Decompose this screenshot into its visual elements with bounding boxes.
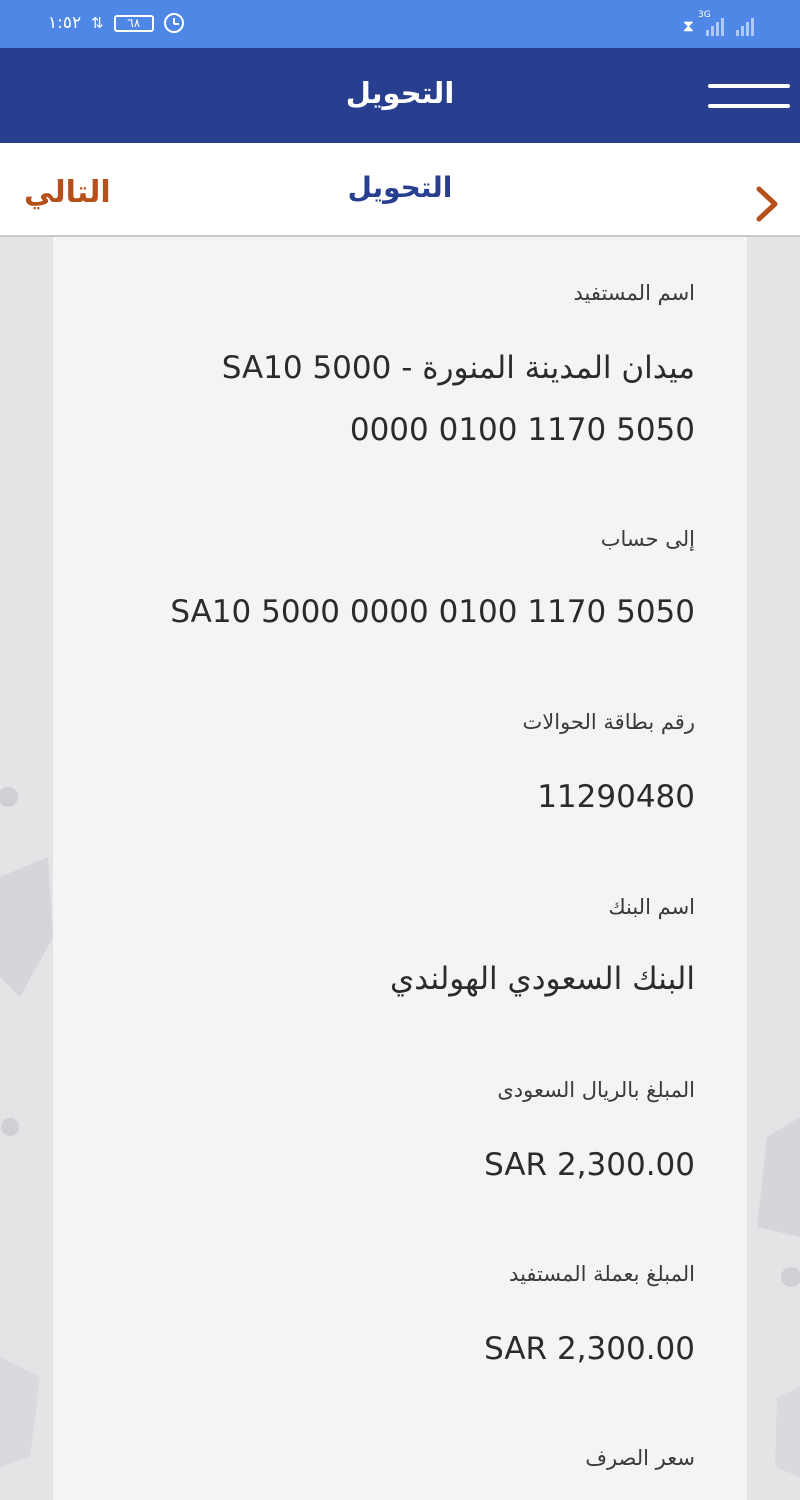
amount-sar-label: المبلغ بالريال السعودى xyxy=(497,1078,695,1102)
app-bar xyxy=(0,48,800,143)
hourglass-icon: ⧗ xyxy=(682,16,694,35)
sub-header-title: التحويل xyxy=(347,171,453,204)
exchange-rate-label: سعر الصرف xyxy=(585,1446,695,1470)
battery-icon xyxy=(114,15,154,32)
status-time: ١:٥٢ xyxy=(48,13,82,33)
next-button[interactable]: التالي xyxy=(24,175,111,210)
beneficiary-name-value: ميدان المدينة المنورة - SA10 5000 0000 0100 1170 5050 xyxy=(221,350,695,448)
battery-level: ٦٨ xyxy=(127,16,141,30)
transfer-card-label: رقم بطاقة الحوالات xyxy=(522,710,695,734)
transfer-card-value: 11290480 xyxy=(537,779,695,815)
sub-header xyxy=(0,143,800,237)
background-pattern-left xyxy=(0,237,53,1500)
chevron-right-icon[interactable] xyxy=(754,186,780,222)
beneficiary-name-label: اسم المستفيد xyxy=(573,281,695,305)
signal-3g-icon xyxy=(698,10,724,36)
amount-beneficiary-value: SAR 2,300.00 xyxy=(484,1331,695,1367)
app-title: التحويل xyxy=(345,76,455,110)
alarm-icon xyxy=(164,13,184,33)
background-pattern-right xyxy=(747,237,800,1500)
transfer-details-panel xyxy=(53,237,747,1500)
to-account-value: SA10 5000 0000 0100 1170 5050 xyxy=(170,594,695,630)
hamburger-menu-icon[interactable] xyxy=(708,81,790,111)
bank-name-value: البنك السعودي الهولندي xyxy=(389,961,695,997)
to-account-label: إلى حساب xyxy=(600,527,695,551)
status-left-group xyxy=(48,10,184,36)
data-saver-icon: ⇅ xyxy=(91,14,104,32)
status-right-group xyxy=(683,12,754,36)
bank-name-label: اسم البنك xyxy=(608,895,695,919)
status-bar xyxy=(0,0,800,48)
network-type: 3G xyxy=(698,10,711,20)
amount-sar-value: SAR 2,300.00 xyxy=(484,1147,695,1183)
amount-beneficiary-label: المبلغ بعملة المستفيد xyxy=(509,1262,695,1286)
signal-icon xyxy=(736,14,754,36)
